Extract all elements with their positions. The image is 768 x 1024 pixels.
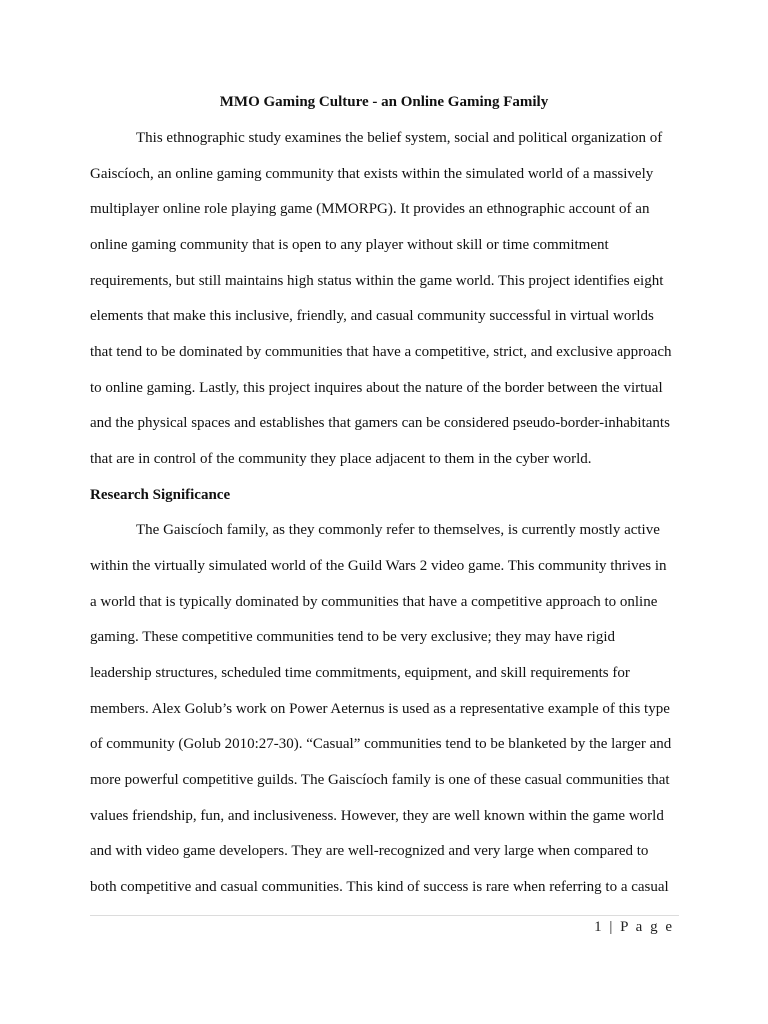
paragraph-line: elements that make this inclusive, friendly, and casual community successful in virtual worlds bbox=[90, 308, 654, 324]
paragraph-line: a world that is typically dominated by communities that have a competitive approach to online bbox=[90, 594, 658, 610]
paragraph-line: This ethnographic study examines the belief system, social and political organization of bbox=[136, 130, 663, 146]
footer-divider bbox=[90, 915, 679, 916]
paragraph-line: within the virtually simulated world of the Guild Wars 2 video game. This community thrives in bbox=[90, 558, 667, 574]
paragraph-line: of community (Golub 2010:27-30). “Casual” communities tend to be blanketed by the larger and bbox=[90, 736, 672, 752]
paragraph-line: online gaming community that is open to any player without skill or time commitment bbox=[90, 237, 609, 253]
paragraph-line: multiplayer online role playing game (MMORPG). It provides an ethnographic account of an bbox=[90, 201, 650, 217]
paragraph-line: gaming. These competitive communities tend to be very exclusive; they may have rigid bbox=[90, 629, 615, 645]
paragraph-line: both competitive and casual communities. This kind of success is rare when referring to a casual bbox=[90, 879, 669, 895]
paragraph-line: to online gaming. Lastly, this project inquires about the nature of the border between the virtual bbox=[90, 380, 663, 396]
page-number: 1 | P a g e bbox=[594, 919, 674, 935]
paragraph-line: members. Alex Golub’s work on Power Aeternus is used as a representative example of this type bbox=[90, 701, 670, 717]
paragraph-line: more powerful competitive guilds. The Gaiscíoch family is one of these casual communities that bbox=[90, 772, 670, 788]
paragraph-line: that tend to be dominated by communities that have a competitive, strict, and exclusive approach bbox=[90, 344, 672, 360]
paragraph-line: that are in control of the community they place adjacent to them in the cyber world. bbox=[90, 451, 592, 467]
paragraph-line: requirements, but still maintains high status within the game world. This project identifies eight bbox=[90, 273, 664, 289]
section-heading: Research Significance bbox=[90, 487, 231, 503]
paragraph-line: leadership structures, scheduled time commitments, equipment, and skill requirements for bbox=[90, 665, 630, 681]
paragraph-line: The Gaiscíoch family, as they commonly refer to themselves, is currently mostly active bbox=[136, 522, 660, 538]
document-title: MMO Gaming Culture - an Online Gaming Family bbox=[219, 94, 549, 110]
paragraph-line: and the physical spaces and establishes that gamers can be considered pseudo-border-inhabitants bbox=[90, 415, 670, 431]
paragraph-line: Gaiscíoch, an online gaming community that exists within the simulated world of a massively bbox=[90, 166, 654, 182]
paragraph-line: and with video game developers. They are well-recognized and very large when compared to bbox=[90, 843, 649, 859]
paragraph-line: values friendship, fun, and inclusiveness. However, they are well known within the game world bbox=[90, 808, 664, 824]
